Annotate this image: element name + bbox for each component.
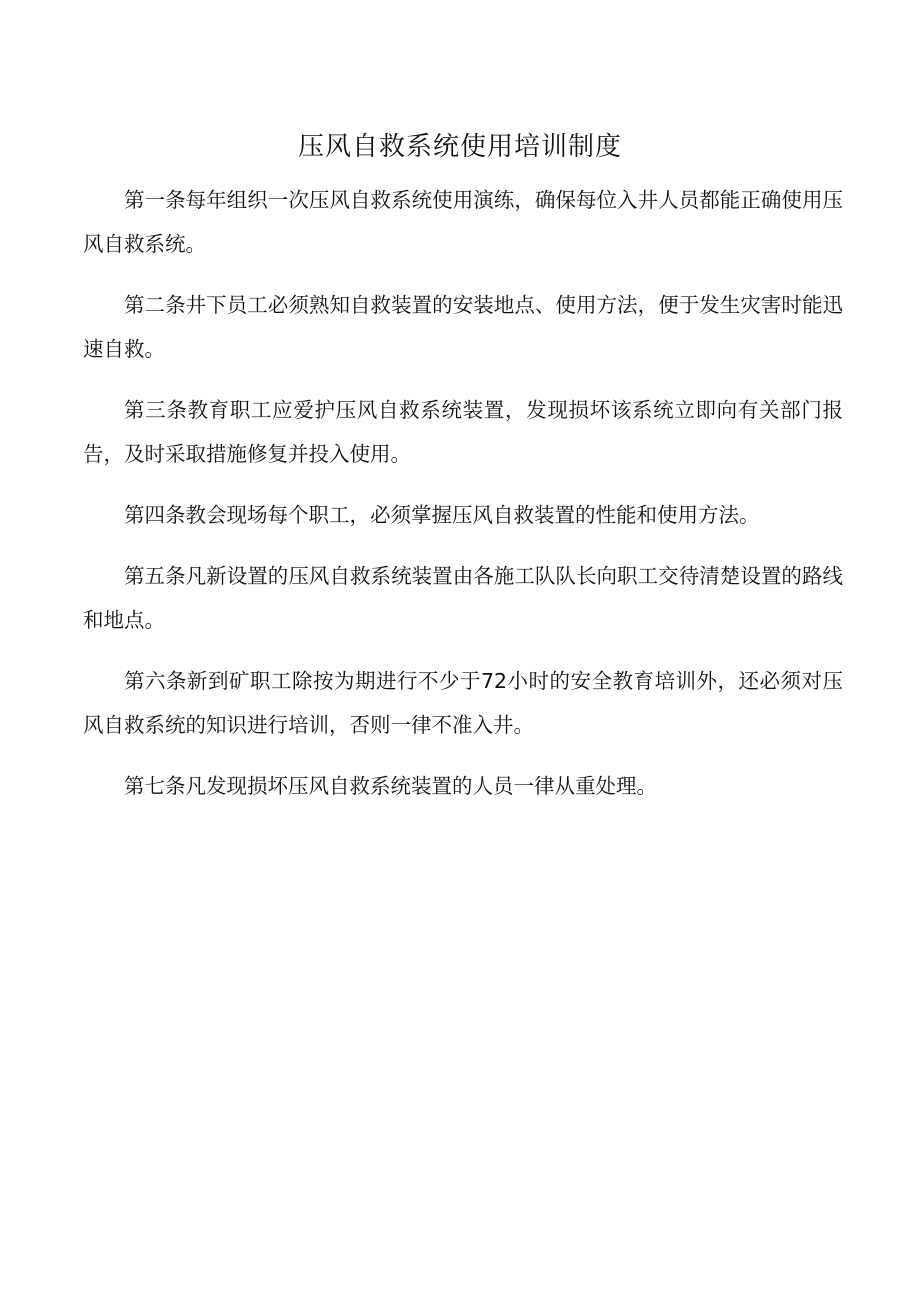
article-2: 第二条井下员工必须熟知自救装置的安装地点、使用方法，便于发生灾害时能迅速自救。 — [83, 293, 843, 361]
article-3: 第三条教育职工应爱护压风自救系统装置，发现损坏该系统立即向有关部门报告，及时采取措施修复并投入使用。 — [83, 398, 843, 466]
article-5: 第五条凡新设置的压风自救系统装置由各施工队队长向职工交待清楚设置的路线和地点。 — [83, 564, 843, 632]
article-1: 第一条每年组织一次压风自救系统使用演练，确保每位入井人员都能正确使用压风自救系统。 — [83, 188, 843, 256]
article-6: 第六条新到矿职工除按为期进行不少于72小时的安全教育培训外，还必须对压风自救系统的知识进行培训，否则一律不准入井。 — [83, 669, 843, 737]
article-7: 第七条凡发现损坏压风自救系统装置的人员一律从重处理。 — [124, 774, 657, 798]
article-4: 第四条教会现场每个职工，必须掌握压风自救装置的性能和使用方法。 — [124, 503, 760, 527]
document-body — [83, 178, 843, 825]
document-title: 压风自救系统使用培训制度 — [297, 132, 622, 162]
